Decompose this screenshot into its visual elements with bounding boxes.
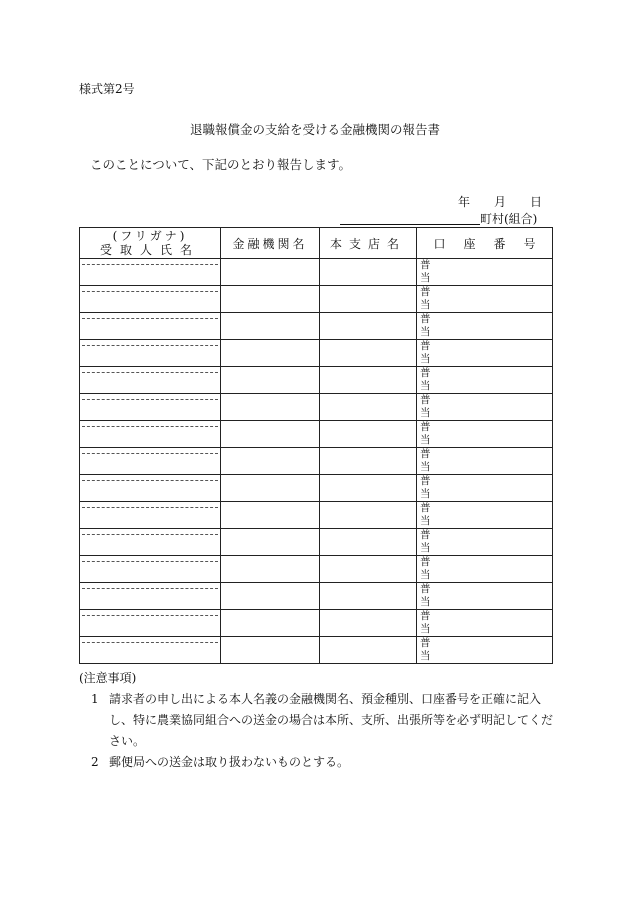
header-account-char: 口	[433, 236, 446, 251]
note-text: 郵便局への送金は取り扱わないものとする。	[109, 755, 350, 769]
account-number-cell[interactable]	[417, 583, 553, 610]
account-type-current: 当	[420, 353, 431, 365]
account-type-ordinary: 普	[420, 340, 431, 352]
account-type-current: 当	[420, 515, 431, 527]
account-type-labels	[420, 259, 431, 285]
account-number-cell[interactable]	[417, 367, 553, 394]
table-row	[80, 556, 553, 583]
table-row	[80, 313, 553, 340]
recipient-name-cell[interactable]	[80, 529, 221, 556]
account-type-current: 当	[420, 650, 431, 662]
form-number: 様式第2号	[79, 82, 135, 96]
account-type-ordinary: 普	[420, 502, 431, 514]
date-month-label: 月	[494, 195, 507, 209]
bank-name-cell[interactable]	[221, 259, 320, 286]
branch-name-cell[interactable]	[320, 610, 417, 637]
account-number-cell[interactable]	[417, 340, 553, 367]
furigana-divider	[82, 453, 218, 454]
furigana-divider	[82, 426, 218, 427]
account-type-labels	[420, 421, 431, 447]
furigana-divider	[82, 291, 218, 292]
bank-name-cell[interactable]	[221, 475, 320, 502]
table-row	[80, 259, 553, 286]
recipient-name-cell[interactable]	[80, 394, 221, 421]
account-type-current: 当	[420, 461, 431, 473]
account-type-ordinary: 普	[420, 583, 431, 595]
account-type-current: 当	[420, 488, 431, 500]
bank-name-cell[interactable]	[221, 502, 320, 529]
header-account-char: 番	[493, 236, 506, 251]
recipient-name-cell[interactable]	[80, 502, 221, 529]
header-bank-name: 金融機関名	[221, 228, 320, 259]
account-type-ordinary: 普	[420, 556, 431, 568]
account-type-labels	[420, 313, 431, 339]
account-type-labels	[420, 367, 431, 393]
recipient-name-cell[interactable]	[80, 286, 221, 313]
table-row	[80, 367, 553, 394]
account-type-current: 当	[420, 299, 431, 311]
note-number: 2	[91, 755, 99, 769]
account-number-cell[interactable]	[417, 502, 553, 529]
branch-name-cell[interactable]	[320, 529, 417, 556]
furigana-divider	[82, 372, 218, 373]
branch-name-cell[interactable]	[320, 583, 417, 610]
header-name-main: 受取人氏名	[99, 243, 200, 257]
table-row	[80, 394, 553, 421]
header-account-char: 号	[523, 236, 536, 251]
furigana-divider	[82, 345, 218, 346]
account-number-cell[interactable]	[417, 421, 553, 448]
table-row	[80, 610, 553, 637]
account-type-ordinary: 普	[420, 259, 431, 271]
date-day-label: 日	[530, 195, 543, 209]
recipient-name-cell[interactable]	[80, 448, 221, 475]
table-row	[80, 529, 553, 556]
header-name-kana: (フリガナ)	[112, 229, 188, 243]
account-type-labels	[420, 394, 431, 420]
account-number-cell[interactable]	[417, 637, 553, 664]
account-type-current: 当	[420, 596, 431, 608]
furigana-divider	[82, 318, 218, 319]
bank-name-cell[interactable]	[221, 394, 320, 421]
date-line	[458, 193, 542, 210]
account-number-cell[interactable]	[417, 313, 553, 340]
account-type-ordinary: 普	[420, 637, 431, 649]
account-number-cell[interactable]	[417, 259, 553, 286]
account-type-ordinary: 普	[420, 448, 431, 460]
recipient-name-cell[interactable]	[80, 637, 221, 664]
bank-name-cell[interactable]	[221, 556, 320, 583]
account-type-current: 当	[420, 407, 431, 419]
header-account-char: 座	[463, 236, 476, 251]
bank-name-cell[interactable]	[221, 448, 320, 475]
account-number-cell[interactable]	[417, 556, 553, 583]
recipient-name-cell[interactable]	[80, 340, 221, 367]
account-type-ordinary: 普	[420, 286, 431, 298]
intro-text: このことについて、下記のとおり報告します。	[90, 157, 352, 172]
account-number-cell[interactable]	[417, 610, 553, 637]
document-title: 退職報償金の支給を受ける金融機関の報告書	[189, 122, 440, 137]
account-number-cell[interactable]	[417, 475, 553, 502]
bank-name-cell[interactable]	[221, 367, 320, 394]
account-type-current: 当	[420, 542, 431, 554]
table-row	[80, 286, 553, 313]
account-type-current: 当	[420, 380, 431, 392]
account-number-cell[interactable]	[417, 448, 553, 475]
furigana-divider	[82, 534, 218, 535]
account-type-labels	[420, 583, 431, 609]
table-row	[80, 448, 553, 475]
account-type-current: 当	[420, 569, 431, 581]
branch-name-cell[interactable]	[320, 448, 417, 475]
branch-name-cell[interactable]	[320, 286, 417, 313]
account-type-current: 当	[420, 623, 431, 635]
bank-name-cell[interactable]	[221, 421, 320, 448]
header-account-number	[417, 228, 553, 259]
table-row	[80, 340, 553, 367]
recipient-name-cell[interactable]	[80, 367, 221, 394]
furigana-divider	[82, 507, 218, 508]
furigana-divider	[82, 264, 218, 265]
account-type-labels	[420, 637, 431, 663]
account-type-labels	[420, 610, 431, 636]
note-item	[79, 689, 559, 752]
bank-name-cell[interactable]	[221, 529, 320, 556]
account-number-cell[interactable]	[417, 394, 553, 421]
table-row	[80, 421, 553, 448]
branch-name-cell[interactable]	[320, 556, 417, 583]
header-recipient-name	[80, 228, 221, 259]
account-type-current: 当	[420, 272, 431, 284]
recipient-name-cell[interactable]	[80, 556, 221, 583]
bank-name-cell[interactable]	[221, 637, 320, 664]
branch-name-cell[interactable]	[320, 367, 417, 394]
account-type-labels	[420, 556, 431, 582]
table-row	[80, 475, 553, 502]
account-type-labels	[420, 475, 431, 501]
bank-name-cell[interactable]	[221, 610, 320, 637]
bank-name-cell[interactable]	[221, 286, 320, 313]
recipient-name-cell[interactable]	[80, 259, 221, 286]
account-type-ordinary: 普	[420, 475, 431, 487]
account-number-cell[interactable]	[417, 286, 553, 313]
note-number: 1	[91, 692, 99, 706]
furigana-divider	[82, 615, 218, 616]
account-type-labels	[420, 286, 431, 312]
table-row	[80, 637, 553, 664]
furigana-divider	[82, 642, 218, 643]
recipient-name-cell[interactable]	[80, 583, 221, 610]
account-type-labels	[420, 529, 431, 555]
recipient-name-cell[interactable]	[80, 475, 221, 502]
account-report-table	[79, 227, 553, 664]
table-row	[80, 502, 553, 529]
account-number-cell[interactable]	[417, 529, 553, 556]
note-text: 請求者の申し出による本人名義の金融機関名、預金種別、口座番号を正確に記入し、特に農業協同組合への送金の場合は本所、支所、出張所等を必ず明記してください。	[109, 692, 554, 748]
account-type-labels	[420, 502, 431, 528]
recipient-name-cell[interactable]	[80, 313, 221, 340]
branch-name-cell[interactable]	[320, 340, 417, 367]
account-type-ordinary: 普	[420, 421, 431, 433]
account-type-labels	[420, 340, 431, 366]
account-type-current: 当	[420, 434, 431, 446]
header-branch-name: 本支店名	[320, 228, 417, 259]
account-type-ordinary: 普	[420, 313, 431, 325]
bank-name-cell[interactable]	[221, 583, 320, 610]
signature-suffix: 町村(組合)	[480, 212, 538, 226]
branch-name-cell[interactable]	[320, 502, 417, 529]
furigana-divider	[82, 480, 218, 481]
branch-name-cell[interactable]	[320, 259, 417, 286]
branch-name-cell[interactable]	[320, 637, 417, 664]
recipient-name-cell[interactable]	[80, 421, 221, 448]
date-year-label: 年	[458, 195, 471, 209]
furigana-divider	[82, 561, 218, 562]
note-item	[79, 752, 559, 773]
account-type-current: 当	[420, 326, 431, 338]
bank-name-cell[interactable]	[221, 313, 320, 340]
account-type-ordinary: 普	[420, 367, 431, 379]
bank-name-cell[interactable]	[221, 340, 320, 367]
furigana-divider	[82, 399, 218, 400]
branch-name-cell[interactable]	[320, 421, 417, 448]
recipient-name-cell[interactable]	[80, 610, 221, 637]
table-row	[80, 583, 553, 610]
account-type-ordinary: 普	[420, 394, 431, 406]
table-header-row	[80, 228, 553, 259]
account-type-ordinary: 普	[420, 529, 431, 541]
branch-name-cell[interactable]	[320, 475, 417, 502]
account-type-labels	[420, 448, 431, 474]
signature-underline	[340, 224, 480, 225]
account-type-ordinary: 普	[420, 610, 431, 622]
branch-name-cell[interactable]	[320, 313, 417, 340]
notes-section	[79, 668, 559, 773]
furigana-divider	[82, 588, 218, 589]
branch-name-cell[interactable]	[320, 394, 417, 421]
notes-heading: (注意事項)	[79, 671, 137, 685]
